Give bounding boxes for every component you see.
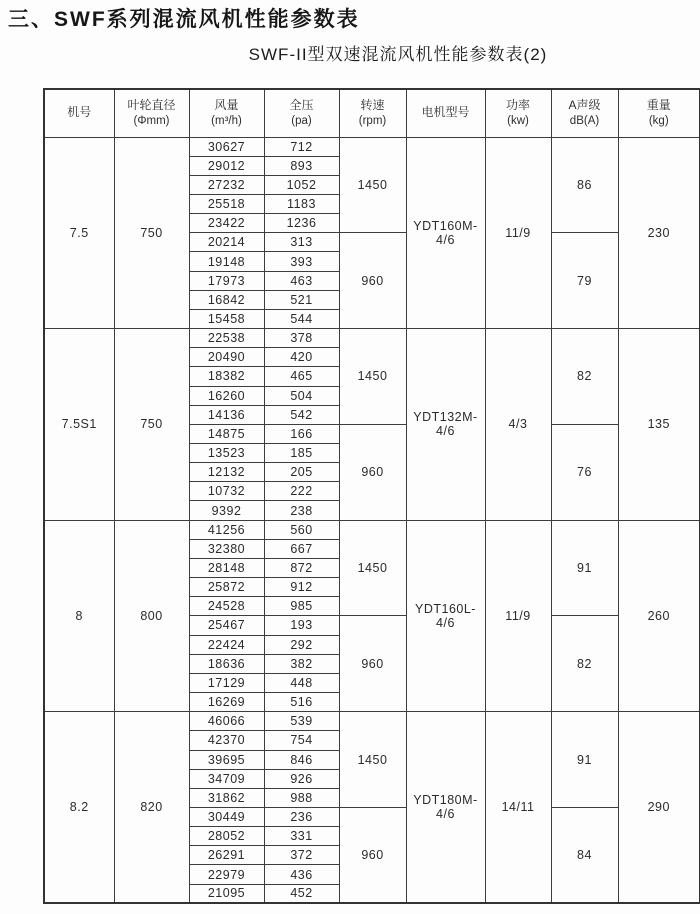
- cell-total-pressure: 504: [264, 386, 339, 405]
- cell-motor-model: YDT160L-4/6: [406, 520, 485, 712]
- col-header-power: 功率 (kw): [485, 89, 551, 137]
- cell-air-volume: 30449: [189, 807, 264, 826]
- table-row: [44, 712, 700, 731]
- table-row: [44, 137, 700, 156]
- col-header-weight: 重量 (kg): [618, 89, 700, 137]
- cell-total-pressure: 193: [264, 616, 339, 635]
- cell-total-pressure: 463: [264, 271, 339, 290]
- cell-model-no: 7.5S1: [44, 329, 114, 521]
- cell-air-volume: 17973: [189, 271, 264, 290]
- cell-total-pressure: 912: [264, 578, 339, 597]
- cell-noise-level: 86: [551, 137, 618, 233]
- cell-total-pressure: 926: [264, 769, 339, 788]
- cell-total-pressure: 667: [264, 539, 339, 558]
- cell-noise-level: 91: [551, 712, 618, 808]
- cell-total-pressure: 872: [264, 558, 339, 577]
- cell-total-pressure: 846: [264, 750, 339, 769]
- cell-model-no: 8: [44, 520, 114, 712]
- cell-noise-level: 91: [551, 520, 618, 616]
- cell-air-volume: 26291: [189, 846, 264, 865]
- page-subtitle: SWF-II型双速混流风机性能参数表(2): [248, 45, 548, 64]
- cell-total-pressure: 516: [264, 693, 339, 712]
- cell-total-pressure: 712: [264, 137, 339, 156]
- cell-air-volume: 41256: [189, 520, 264, 539]
- cell-air-volume: 10732: [189, 482, 264, 501]
- cell-noise-level: 82: [551, 616, 618, 712]
- table-row: [44, 520, 700, 539]
- cell-weight: 260: [618, 520, 700, 712]
- cell-weight: 135: [618, 329, 700, 521]
- cell-weight: 230: [618, 137, 700, 329]
- cell-air-volume: 13523: [189, 444, 264, 463]
- cell-total-pressure: 372: [264, 846, 339, 865]
- cell-air-volume: 21095: [189, 884, 264, 903]
- table-body: [44, 137, 700, 903]
- cell-total-pressure: 382: [264, 654, 339, 673]
- cell-total-pressure: 185: [264, 444, 339, 463]
- cell-speed: 1450: [339, 329, 406, 425]
- cell-air-volume: 18636: [189, 654, 264, 673]
- cell-total-pressure: 378: [264, 329, 339, 348]
- cell-total-pressure: 420: [264, 348, 339, 367]
- cell-power: 4/3: [485, 329, 551, 521]
- cell-total-pressure: 544: [264, 309, 339, 328]
- cell-noise-level: 79: [551, 233, 618, 329]
- cell-air-volume: 34709: [189, 769, 264, 788]
- cell-speed: 960: [339, 807, 406, 903]
- table-row: [44, 329, 700, 348]
- cell-total-pressure: 1183: [264, 194, 339, 213]
- cell-air-volume: 17129: [189, 673, 264, 692]
- cell-speed: 1450: [339, 712, 406, 808]
- cell-air-volume: 16269: [189, 693, 264, 712]
- col-header-model-no: 机号: [44, 89, 114, 137]
- cell-speed: 1450: [339, 137, 406, 233]
- cell-total-pressure: 521: [264, 290, 339, 309]
- cell-total-pressure: 393: [264, 252, 339, 271]
- cell-total-pressure: 313: [264, 233, 339, 252]
- cell-power: 14/11: [485, 712, 551, 904]
- cell-noise-level: 76: [551, 424, 618, 520]
- cell-air-volume: 25467: [189, 616, 264, 635]
- cell-power: 11/9: [485, 137, 551, 329]
- cell-air-volume: 22424: [189, 635, 264, 654]
- cell-noise-level: 84: [551, 807, 618, 903]
- cell-total-pressure: 539: [264, 712, 339, 731]
- cell-total-pressure: 542: [264, 405, 339, 424]
- cell-impeller-diameter: 800: [114, 520, 189, 712]
- cell-total-pressure: 452: [264, 884, 339, 903]
- cell-air-volume: 31862: [189, 788, 264, 807]
- cell-impeller-diameter: 750: [114, 329, 189, 521]
- cell-air-volume: 23422: [189, 214, 264, 233]
- cell-air-volume: 20214: [189, 233, 264, 252]
- cell-total-pressure: 1236: [264, 214, 339, 233]
- cell-total-pressure: 893: [264, 156, 339, 175]
- cell-air-volume: 16260: [189, 386, 264, 405]
- cell-air-volume: 19148: [189, 252, 264, 271]
- cell-impeller-diameter: 820: [114, 712, 189, 904]
- cell-total-pressure: 436: [264, 865, 339, 884]
- cell-air-volume: 18382: [189, 367, 264, 386]
- cell-total-pressure: 465: [264, 367, 339, 386]
- cell-power: 11/9: [485, 520, 551, 712]
- cell-air-volume: 29012: [189, 156, 264, 175]
- cell-air-volume: 32380: [189, 539, 264, 558]
- cell-air-volume: 42370: [189, 731, 264, 750]
- cell-noise-level: 82: [551, 329, 618, 425]
- cell-speed: 960: [339, 424, 406, 520]
- cell-air-volume: 22979: [189, 865, 264, 884]
- spec-table: [43, 88, 700, 904]
- cell-total-pressure: 236: [264, 807, 339, 826]
- cell-speed: 960: [339, 233, 406, 329]
- col-header-speed: 转速 (rpm): [339, 89, 406, 137]
- cell-motor-model: YDT132M-4/6: [406, 329, 485, 521]
- cell-air-volume: 9392: [189, 501, 264, 520]
- cell-air-volume: 27232: [189, 175, 264, 194]
- cell-air-volume: 14875: [189, 424, 264, 443]
- cell-total-pressure: 560: [264, 520, 339, 539]
- cell-total-pressure: 292: [264, 635, 339, 654]
- cell-model-no: 8.2: [44, 712, 114, 904]
- cell-air-volume: 28052: [189, 827, 264, 846]
- cell-air-volume: 28148: [189, 558, 264, 577]
- cell-total-pressure: 166: [264, 424, 339, 443]
- cell-total-pressure: 985: [264, 597, 339, 616]
- cell-speed: 960: [339, 616, 406, 712]
- cell-total-pressure: 1052: [264, 175, 339, 194]
- cell-air-volume: 39695: [189, 750, 264, 769]
- cell-speed: 1450: [339, 520, 406, 616]
- col-header-air-volume: 风量 (m³/h): [189, 89, 264, 137]
- cell-motor-model: YDT180M-4/6: [406, 712, 485, 904]
- cell-model-no: 7.5: [44, 137, 114, 329]
- cell-air-volume: 46066: [189, 712, 264, 731]
- table-header: [44, 89, 700, 137]
- cell-air-volume: 20490: [189, 348, 264, 367]
- cell-air-volume: 16842: [189, 290, 264, 309]
- cell-air-volume: 14136: [189, 405, 264, 424]
- cell-total-pressure: 448: [264, 673, 339, 692]
- cell-motor-model: YDT160M-4/6: [406, 137, 485, 329]
- cell-total-pressure: 205: [264, 463, 339, 482]
- cell-air-volume: 25518: [189, 194, 264, 213]
- cell-air-volume: 15458: [189, 309, 264, 328]
- page-title: 三、SWF系列混流风机性能参数表: [8, 8, 360, 31]
- cell-impeller-diameter: 750: [114, 137, 189, 329]
- col-header-noise-level: A声级 dB(A): [551, 89, 618, 137]
- cell-total-pressure: 238: [264, 501, 339, 520]
- cell-air-volume: 12132: [189, 463, 264, 482]
- cell-total-pressure: 222: [264, 482, 339, 501]
- cell-air-volume: 24528: [189, 597, 264, 616]
- col-header-total-pressure: 全压 (pa): [264, 89, 339, 137]
- cell-total-pressure: 331: [264, 827, 339, 846]
- cell-weight: 290: [618, 712, 700, 904]
- cell-total-pressure: 988: [264, 788, 339, 807]
- cell-air-volume: 25872: [189, 578, 264, 597]
- col-header-motor-model: 电机型号: [406, 89, 485, 137]
- col-header-impeller-diameter: 叶轮直径 (Φmm): [114, 89, 189, 137]
- header-row: [44, 89, 700, 137]
- cell-air-volume: 30627: [189, 137, 264, 156]
- cell-total-pressure: 754: [264, 731, 339, 750]
- cell-air-volume: 22538: [189, 329, 264, 348]
